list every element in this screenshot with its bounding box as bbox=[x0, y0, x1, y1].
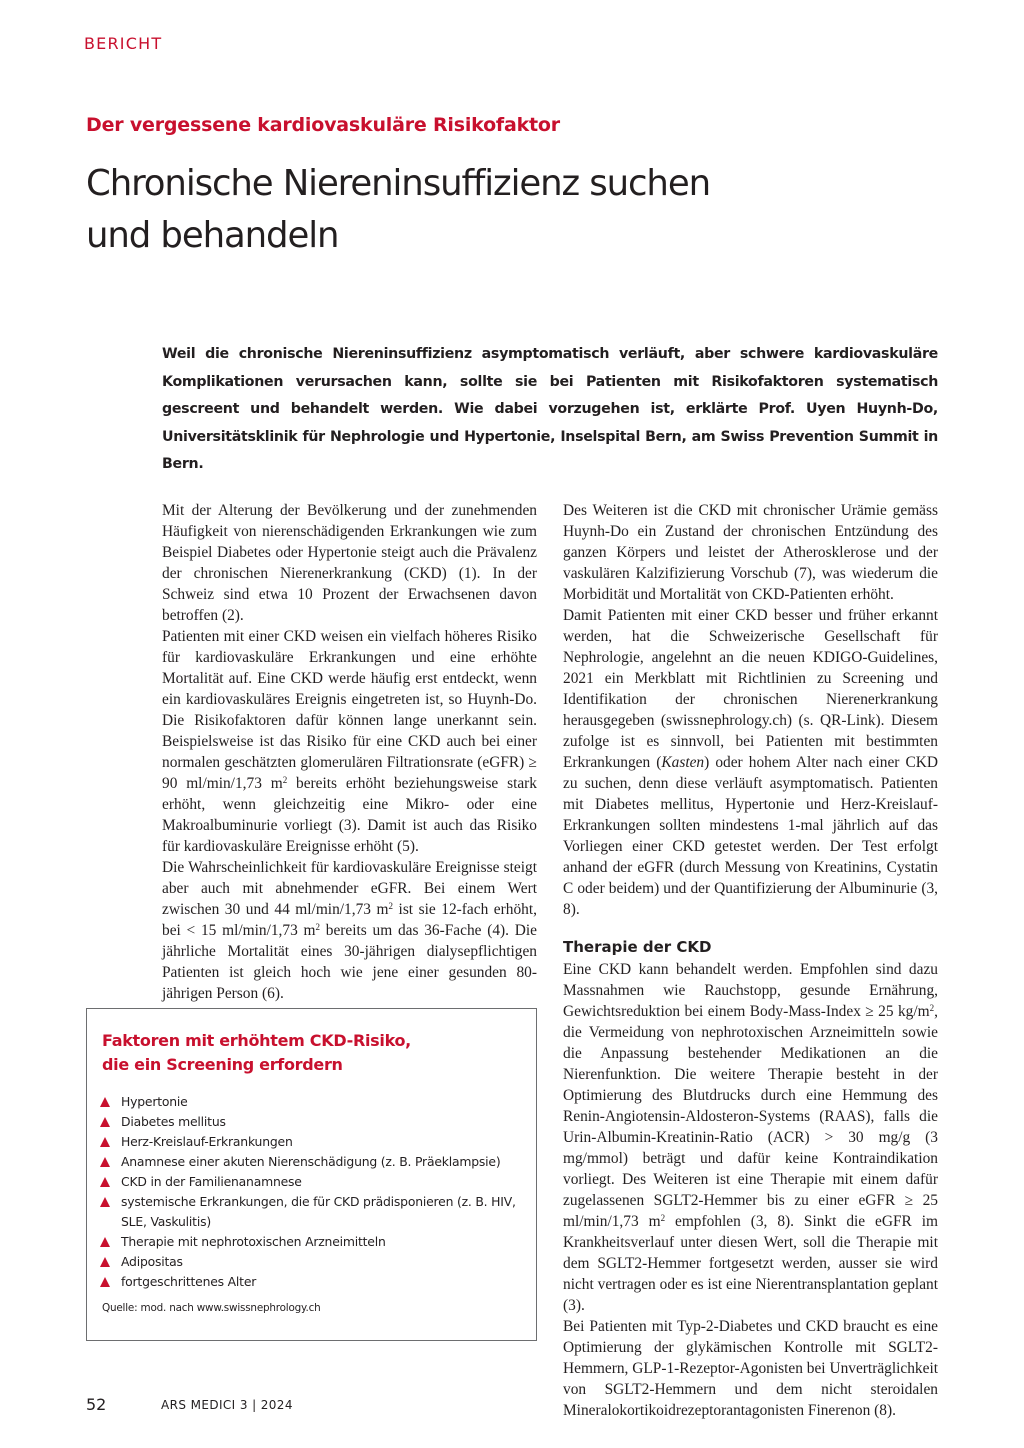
triangle-bullet-icon bbox=[100, 1257, 110, 1267]
list-item: systemische Erkrankungen, die für CKD prädisponieren (z. B. HIV, SLE, Vaskulitis) bbox=[99, 1192, 529, 1232]
section-label: BERICHT bbox=[84, 34, 163, 53]
paragraph: Mit der Alterung der Bevölkerung und der zunehmenden Häufigkeit von nierenschädigenden Erkrankungen wie zum Beispiel Diabetes oder Hypertonie steigt auch die Prävalenz der chronischen Nierenerkrankung (CKD) (1). In der Schweiz sind etwa 10 Prozent der Erwachsenen davon betroffen (2). bbox=[162, 502, 537, 624]
triangle-bullet-icon bbox=[100, 1177, 110, 1187]
page-number: 52 bbox=[86, 1395, 107, 1414]
article-lead: Weil die chronische Niereninsuffizienz asymptomatisch verläuft, aber schwere kardiovaskuläre Komplikationen verursachen kann, sollte sie bei Patienten mit Risikofaktoren systematisch gescreent und behandelt werden. Wie dabei vorzugehen ist, erklärte Prof. Uyen Huynh-Do, Universitätsklinik für Nephrologie und Hypertonie, Inselspital Bern, am Swiss Prevention Summit in Bern. bbox=[162, 346, 938, 472]
list-item: Therapie mit nephrotoxischen Arzneimitteln bbox=[99, 1232, 529, 1252]
triangle-bullet-icon bbox=[100, 1137, 110, 1147]
journal-issue: ARS MEDICI 3 | 2024 bbox=[161, 1398, 293, 1412]
triangle-bullet-icon bbox=[100, 1157, 110, 1167]
list-item: Hypertonie bbox=[99, 1092, 529, 1112]
list-item: Anamnese einer akuten Nierenschädigung (z. B. Präeklampsie) bbox=[99, 1152, 529, 1172]
section-subheading: Therapie der CKD bbox=[563, 938, 712, 956]
article-title bbox=[86, 158, 846, 262]
triangle-bullet-icon bbox=[100, 1237, 110, 1247]
right-column bbox=[563, 500, 938, 1421]
article-title-line1: Chronische Niereninsuffizienz suchen bbox=[86, 163, 710, 204]
triangle-bullet-icon bbox=[100, 1097, 110, 1107]
paragraph: Patienten mit einer CKD weisen ein vielfach höheres Risiko für kardiovaskuläre Erkrankungen und eine erhöhte Mortalität auf. Eine CKD werde häufig erst entdeckt, wenn ein kardiovaskuläres Ereignis eingetreten ist, so Huynh-Do. Die Risikofaktoren dafür können lange unerkannt sein. Beispielsweise ist das Risiko für eine CKD auch bei einer normalen geschätzten glomerulären Filtrationsrate (eGFR) ≥ 90 ml/min/1,73 $m^2$ bereits erhöht beziehungsweise stark erhöht, wenn gleichzeitig eine Mikro- oder eine Makroalbuminurie vorliegt (3). Damit ist auch das Risiko für kardiovaskuläre Ereignisse erhöht (5). bbox=[162, 628, 538, 855]
box-source: Quelle: mod. nach www.swissnephrology.ch bbox=[102, 1302, 321, 1314]
paragraph: Damit Patienten mit einer CKD besser und früher erkannt werden, hat die Schweizerische Gesellschaft für Nephrologie, angelehnt an die neuen KDIGO-Guidelines, 2021 ein Merkblatt mit Richtlinien zu Screening und Identifikation der chronischen Nierenerkrankung herausgegeben (swissnephrology.ch) (s. QR-Link). Diesem zufolge ist es sinnvoll, bei Patienten mit bestimmten Erkrankungen (Kasten) oder hohem Alter nach einer CKD zu suchen, denn diese verläuft asymptomatisch. Patienten mit Diabetes mellitus, Hypertonie und Herz-Kreislauf-Erkrankungen sollten mindestens 1-mal jährlich auf das Vorliegen einer CKD getestet werden. Der Test erfolgt anhand der eGFR (durch Messung von Kreatinins, Cystatin C oder beidem) und der Quantifizierung der Albuminurie (3, 8). bbox=[563, 607, 938, 918]
paragraph: Die Wahrscheinlichkeit für kardiovaskuläre Ereignisse steigt aber auch mit abnehmender eGFR. Bei einem Wert zwischen 30 und 44 ml/min/1,73 $m^2$ ist sie 12-fach erhöht, bei < 15 ml/min/1,73 $m^2$ bereits um das 36-Fache (4). Die jährliche Mortalität eines 30-jährigen dialysepflichtigen Patienten ist gleich hoch wie jene einer gesunden 80-jährigen Person (6). bbox=[162, 859, 537, 1002]
list-item: Adipositas bbox=[99, 1252, 529, 1272]
box-title: Faktoren mit erhöhtem CKD-Risiko, die ein Screening erfordern bbox=[102, 1031, 411, 1074]
list-item: Diabetes mellitus bbox=[99, 1112, 529, 1132]
risk-factor-list bbox=[99, 1092, 529, 1292]
risk-factor-box bbox=[86, 1008, 537, 1341]
triangle-bullet-icon bbox=[100, 1197, 110, 1207]
list-item: CKD in der Familienanamnese bbox=[99, 1172, 529, 1192]
triangle-bullet-icon bbox=[100, 1277, 110, 1287]
article-kicker: Der vergessene kardiovaskuläre Risikofaktor bbox=[86, 114, 560, 136]
triangle-bullet-icon bbox=[100, 1117, 110, 1127]
article-title-line2: und behandeln bbox=[86, 215, 339, 256]
paragraph: Eine CKD kann behandelt werden. Empfohlen sind dazu Massnahmen wie Rauchstopp, gesunde Ernährung, Gewichtsreduktion bei einem Body-Mass-Index ≥ 25 $kg/m^2$, die Vermeidung von nephrotoxischen Arzneimitteln sowie die Anpassung bestehender Medikationen an die Nierenfunktion. Die weitere Therapie besteht in der Optimierung des Blutdrucks durch eine Hemmung des Renin-Angiotensin-Aldosteron-Systems (RAAS), falls die Urin-Albumin-Kreatinin-Ratio (ACR) > 30 mg/g (3 mg/mmol) beträgt und dafür keine Kontraindikation vorliegt. Des Weiteren ist eine Therapie mit einem dafür zugelassenen SGLT2-Hemmer bis zu einer eGFR ≥ 25 ml/min/1,73 $m^2$ empfohlen (3, 8). Sinkt die eGFR im Krankheitsverlauf unter diesen Wert, soll die Therapie mit dem SGLT2-Hemmer fortgesetzt werden, ausser sie wird nicht vertragen oder es ist eine Nierentransplantation geplant (3). bbox=[563, 961, 938, 1314]
paragraph: Des Weiteren ist die CKD mit chronischer Urämie gemäss Huynh-Do ein Zustand der chronischen Entzündung des ganzen Körpers und leistet der Atherosklerose und der vaskulären Kalzifizierung Vorschub (7), was wiederum die Morbidität und Mortalität von CKD-Patienten erhöht. bbox=[563, 502, 938, 603]
left-column bbox=[162, 500, 537, 1004]
list-item: Herz-Kreislauf-Erkrankungen bbox=[99, 1132, 529, 1152]
paragraph: Bei Patienten mit Typ-2-Diabetes und CKD braucht es eine Optimierung der glykämischen Kontrolle mit SGLT2-Hemmern, GLP-1-Rezeptor-Agonisten bei Unverträglichkeit von SGLT2-Hemmern und dem nicht steroidalen Mineralokortikoidrezeptorantagonisten Finerenon (8). bbox=[563, 1318, 938, 1419]
list-item: fortgeschrittenes Alter bbox=[99, 1272, 529, 1292]
